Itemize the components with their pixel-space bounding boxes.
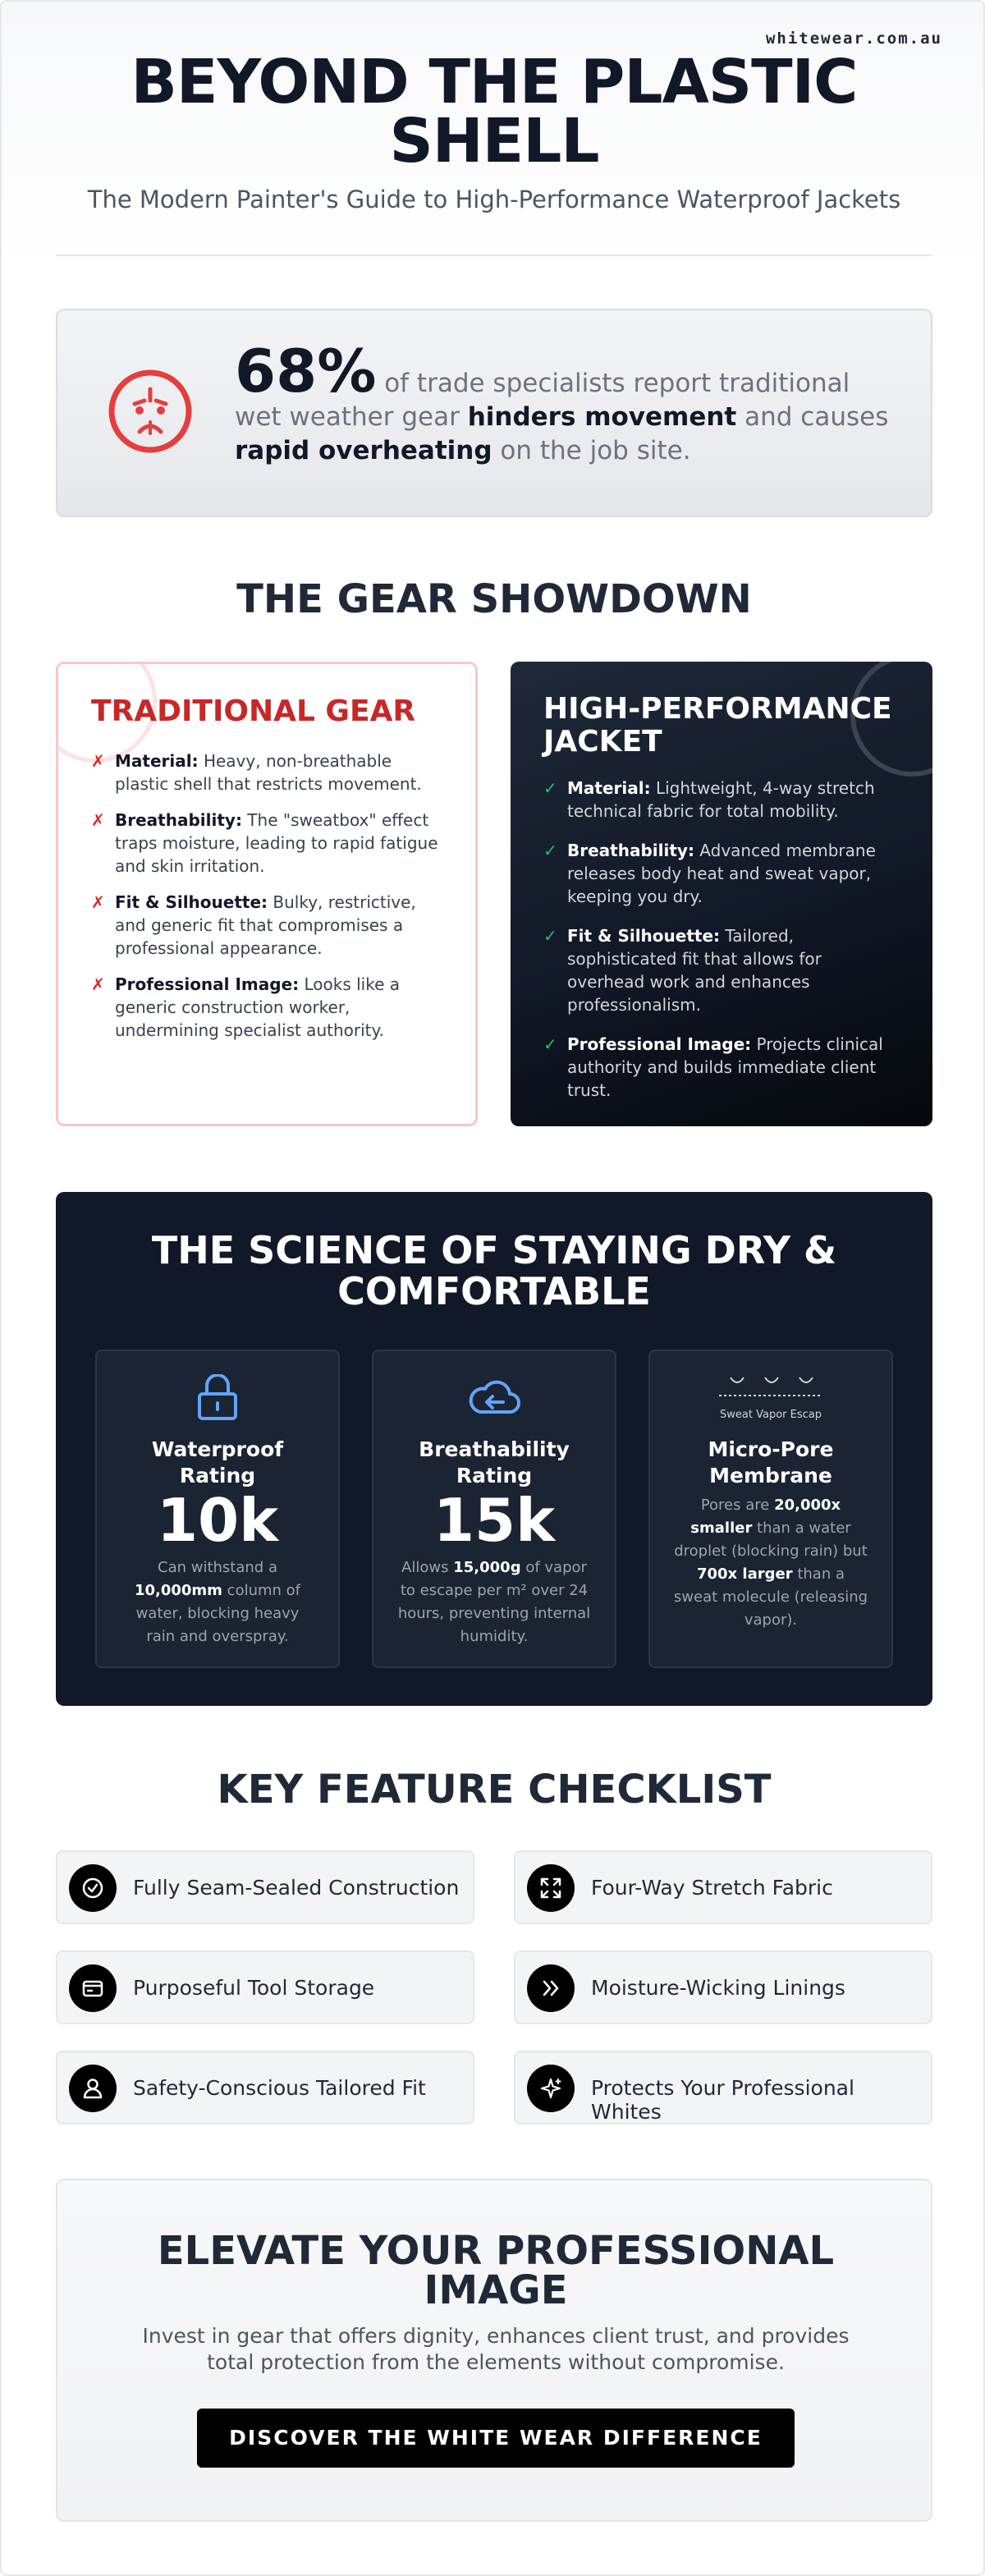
cross-icon: ✗ [91,892,105,912]
feature-item [514,1950,932,2024]
feature-label: Purposeful Tool Storage [133,1976,375,2000]
breathability-value: 15k [433,1486,556,1555]
traditional-gear-card [56,662,478,1126]
desc-bold: 700x larger [696,1565,793,1583]
name-line2: Rating [179,1464,256,1487]
item-text: Bulky, restrictive, and generic fit that compromises a professional appearance. [115,892,416,958]
divider [56,254,932,256]
item-label: Breathability: [567,841,694,860]
wallet-icon [69,1964,117,2012]
desc-text: Allows [401,1559,454,1576]
cross-icon: ✗ [91,974,105,994]
feature-label: Moisture-Wicking Linings [591,1976,845,2000]
name-line2: Membrane [709,1464,832,1487]
membrane-diagram-icon [650,1368,891,1414]
desc-bold: 10,000mm [134,1582,222,1599]
waterproof-name [97,1437,338,1489]
list-item [91,891,446,960]
desc-text: than a water droplet (blocking rain) but [674,1519,868,1560]
site-url[interactable]: whitewear.com.au [765,30,942,48]
desc-text: Pores are [700,1497,775,1514]
stat-percent: 68% [235,337,377,406]
membrane-caption: Sweat Vapor Escap [720,1409,822,1421]
stat-text-2: and causes [736,402,889,432]
discover-button[interactable]: DISCOVER THE WHITE WEAR DIFFERENCE [197,2409,795,2468]
list-item [543,1033,903,1102]
check-icon: ✓ [543,841,557,860]
page-subtitle: The Modern Painter's Guide to High-Performance Waterproof Jackets [87,186,901,213]
item-text: Tailored, sophisticated fit that allows for overhead work and enhances professionalism. [567,926,822,1015]
desc-bold: 20,000x smaller [690,1497,841,1537]
page-title [2,47,985,176]
list-item [543,924,903,1016]
membrane-name [650,1437,891,1489]
item-label: Professional Image: [115,974,300,994]
science-title-line1: THE SCIENCE OF STAYING DRY & [151,1228,837,1272]
page-title-line1: BEYOND THE PLASTIC [131,47,858,117]
science-panel [56,1192,932,1706]
high-performance-card [511,662,932,1126]
membrane-desc [673,1494,868,1632]
lock-icon [97,1374,338,1420]
stat-text-1: of trade specialists report traditional wet weather gear [235,369,850,432]
high-performance-title: HIGH-PERFORMANCE JACKET [543,692,892,759]
item-label: Material: [567,778,651,798]
check-icon: ✓ [543,926,557,946]
desc-text: Can withstand a [158,1559,277,1576]
membrane-card [648,1350,893,1668]
science-title-line2: COMFORTABLE [337,1269,651,1313]
traditional-gear-list [91,749,446,1055]
item-text: The "sweatbox" effect traps moisture, leading to rapid fatigue and skin irritation. [115,810,438,876]
high-performance-list [543,777,903,1118]
list-item [543,777,903,823]
desc-text: of vapor to escape per m² over 24 hours, preventing internal humidity. [397,1559,591,1645]
cta-title [57,2228,934,2313]
item-label: Professional Image: [567,1034,752,1054]
item-label: Fit & Silhouette: [567,926,721,946]
desc-text: than a sweat molecule (releasing vapor). [673,1565,868,1629]
cta-section [56,2179,932,2522]
list-item [91,749,446,795]
feature-label: Safety-Conscious Tailored Fit [133,2076,426,2100]
stat-text [235,337,900,468]
distressed-face-icon [107,368,194,455]
list-item [91,973,446,1042]
item-text: Advanced membrane releases body heat and sweat vapor, keeping you dry. [567,841,876,906]
name-line1: Micro-Pore [708,1437,834,1461]
check-icon: ✓ [543,778,557,798]
cta-text: Invest in gear that offers dignity, enhances client trust, and provides total protection from the elements without compromise. [142,2324,850,2374]
cloud-arrow-icon [373,1374,615,1420]
feature-item [514,2051,932,2125]
list-item [543,839,903,908]
breathability-desc [396,1556,592,1648]
expand-arrows-icon [527,1864,575,1912]
waterproof-card [95,1350,340,1668]
item-label: Fit & Silhouette: [115,892,268,912]
feature-item [56,1950,474,2024]
desc-text: column of water, blocking heavy rain and overspray. [135,1582,301,1645]
breathability-card [372,1350,616,1668]
feature-label: Fully Seam-Sealed Construction [133,1876,460,1900]
feature-item [56,1850,474,1924]
user-icon [69,2065,117,2112]
breathability-name [373,1437,615,1489]
traditional-gear-title: TRADITIONAL GEAR [91,694,416,728]
stat-text-3: on the job site. [492,436,691,465]
item-label: Material: [115,751,199,771]
stat-bold-2: rapid overheating [235,436,492,465]
waterproof-desc [120,1556,315,1648]
page-title-line2: SHELL [389,106,599,176]
cta-title-line1: ELEVATE YOUR PROFESSIONAL [157,2228,835,2274]
item-text: Projects clinical authority and builds immediate client trust. [567,1034,883,1100]
item-text: Heavy, non-breathable plastic shell that restricts movement. [115,751,422,794]
name-line2: Rating [456,1464,533,1487]
double-chevron-icon [527,1964,575,2012]
sparkle-icon [527,2065,575,2112]
list-item [91,809,446,878]
check-circle-icon [69,1864,117,1912]
cta-title-line2: IMAGE [424,2267,568,2313]
checklist-title: KEY FEATURE CHECKLIST [217,1767,772,1813]
feature-item [56,2051,474,2125]
item-label: Breathability: [115,810,242,830]
check-icon: ✓ [543,1034,557,1054]
showdown-title: THE GEAR SHOWDOWN [236,576,752,622]
name-line1: Breathability [419,1437,570,1461]
waterproof-value: 10k [156,1486,279,1555]
cross-icon: ✗ [91,810,105,830]
feature-label: Four-Way Stretch Fabric [591,1876,833,1900]
desc-bold: 15,000g [453,1559,521,1576]
feature-item [514,1850,932,1924]
item-text: Looks like a generic construction worker, undermining specialist authority. [115,974,401,1040]
feature-label: Protects Your Professional Whites [591,2076,854,2124]
stat-box [56,309,932,517]
name-line1: Waterproof [151,1437,284,1461]
cross-icon: ✗ [91,751,105,771]
stat-bold-1: hinders movement [467,402,737,432]
science-title [56,1230,932,1312]
item-text: Lightweight, 4-way stretch technical fabric for total mobility. [567,778,875,821]
